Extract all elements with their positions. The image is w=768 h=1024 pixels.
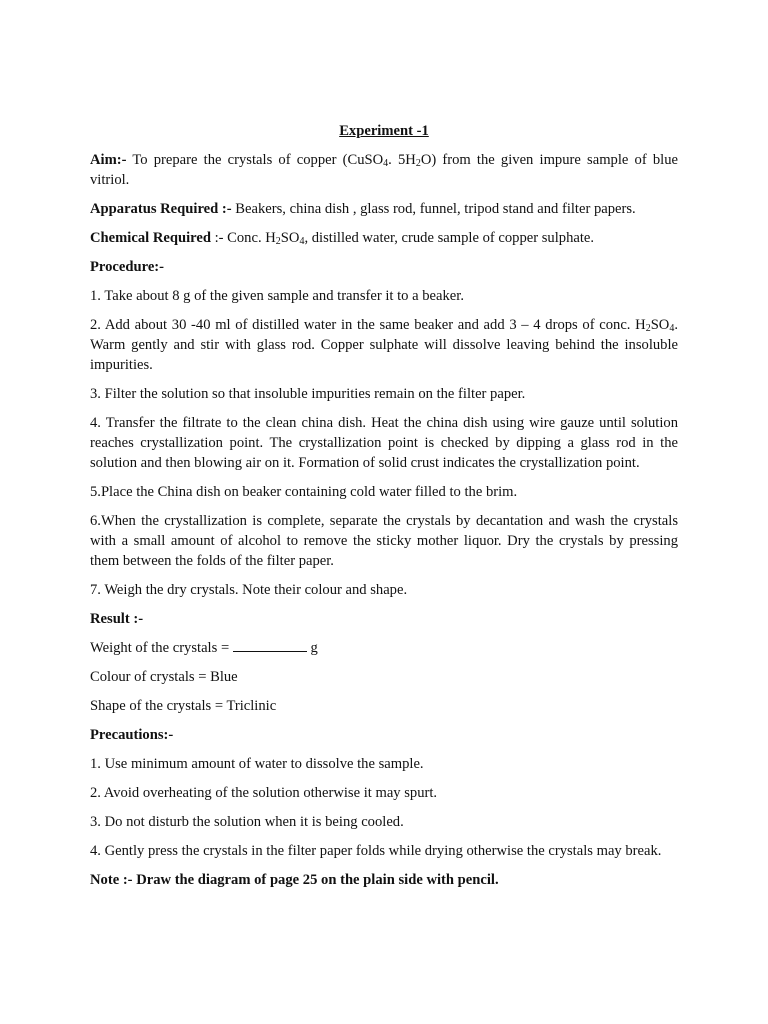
procedure-step-7: 7. Weigh the dry crystals. Note their colour and shape. — [90, 582, 408, 598]
result-weight-blank — [233, 638, 307, 652]
chemical-subscript-1: 2 — [275, 236, 281, 247]
aim-subscript-1: 4 — [383, 158, 389, 169]
precautions-heading: Precautions:- — [90, 727, 174, 743]
chemical-label: Chemical Required — [90, 230, 211, 246]
chemical-subscript-2: 4 — [299, 236, 305, 247]
procedure-step-6: 6.When the crystallization is complete, separate the crystals by decantation and wash the crystals with a small amount of alcohol to remove the sticky mother liquor. Dry the crystals by pressing them between the folds of the filter paper. — [90, 513, 678, 569]
aim-label: Aim:- — [90, 152, 127, 168]
procedure-step-3: 3. Filter the solution so that insoluble impurities remain on the filter paper. — [90, 386, 526, 402]
precaution-item-1: 1. Use minimum amount of water to dissolve the sample. — [90, 756, 424, 772]
result-heading: Result :- — [90, 611, 144, 627]
procedure-step-2-text-c: . Warm gently and stir with glass rod. Copper sulphate will dissolve leaving behind the insoluble impurities. — [90, 317, 678, 373]
apparatus-label: Apparatus Required :- — [90, 201, 232, 217]
aim-text-1: To prepare the crystals of copper (CuSO — [126, 152, 384, 168]
procedure-step-2-subscript-1: 2 — [645, 323, 651, 334]
result-weight — [90, 638, 678, 658]
procedure-step-4: 4. Transfer the filtrate to the clean china dish. Heat the china dish using wire gauze until solution reaches crystallization point. The crystallization point is checked by dipping a glass rod in the solution and then blowing air on it. Formation of solid crust indicates the crystallization point. — [90, 415, 678, 471]
procedure-step-2 — [90, 315, 678, 375]
result-colour: Colour of crystals = Blue — [90, 669, 238, 685]
chemical-section — [90, 228, 678, 248]
result-shape: Shape of the crystals = Triclinic — [90, 698, 277, 714]
precaution-item-3: 3. Do not disturb the solution when it is being cooled. — [90, 814, 404, 830]
aim-subscript-2: 2 — [415, 158, 421, 169]
result-weight-unit: g — [306, 640, 318, 656]
chemical-text-1: :- Conc. H — [210, 230, 276, 246]
experiment-title: Experiment -1 — [339, 123, 429, 139]
aim-text-3: O) from the given impure sample of blue vitriol. — [90, 152, 678, 188]
procedure-step-5: 5.Place the China dish on beaker containing cold water filled to the brim. — [90, 484, 518, 500]
procedure-step-2-subscript-2: 4 — [669, 323, 675, 334]
procedure-step-2-text-a: 2. Add about 30 -40 ml of distilled water in the same beaker and add 3 – 4 drops of conc. H — [90, 317, 646, 333]
procedure-heading: Procedure:- — [90, 259, 165, 275]
apparatus-section — [90, 199, 678, 219]
procedure-step-1: 1. Take about 8 g of the given sample and transfer it to a beaker. — [90, 288, 464, 304]
apparatus-text: Beakers, china dish , glass rod, funnel, tripod stand and filter papers. — [231, 201, 636, 217]
aim-text-2: . 5H — [388, 152, 416, 168]
chemical-text-3: , distilled water, crude sample of copper sulphate. — [304, 230, 595, 246]
chemical-text-2: SO — [280, 230, 300, 246]
document-page — [90, 121, 678, 899]
aim-section — [90, 150, 678, 190]
note: Note :- Draw the diagram of page 25 on the plain side with pencil. — [90, 872, 499, 888]
precaution-item-2: 2. Avoid overheating of the solution otherwise it may spurt. — [90, 785, 438, 801]
procedure-step-2-text-b: SO — [650, 317, 670, 333]
precaution-item-4: 4. Gently press the crystals in the filter paper folds while drying otherwise the crystals may break. — [90, 843, 662, 859]
result-weight-label: Weight of the crystals = — [90, 640, 233, 656]
